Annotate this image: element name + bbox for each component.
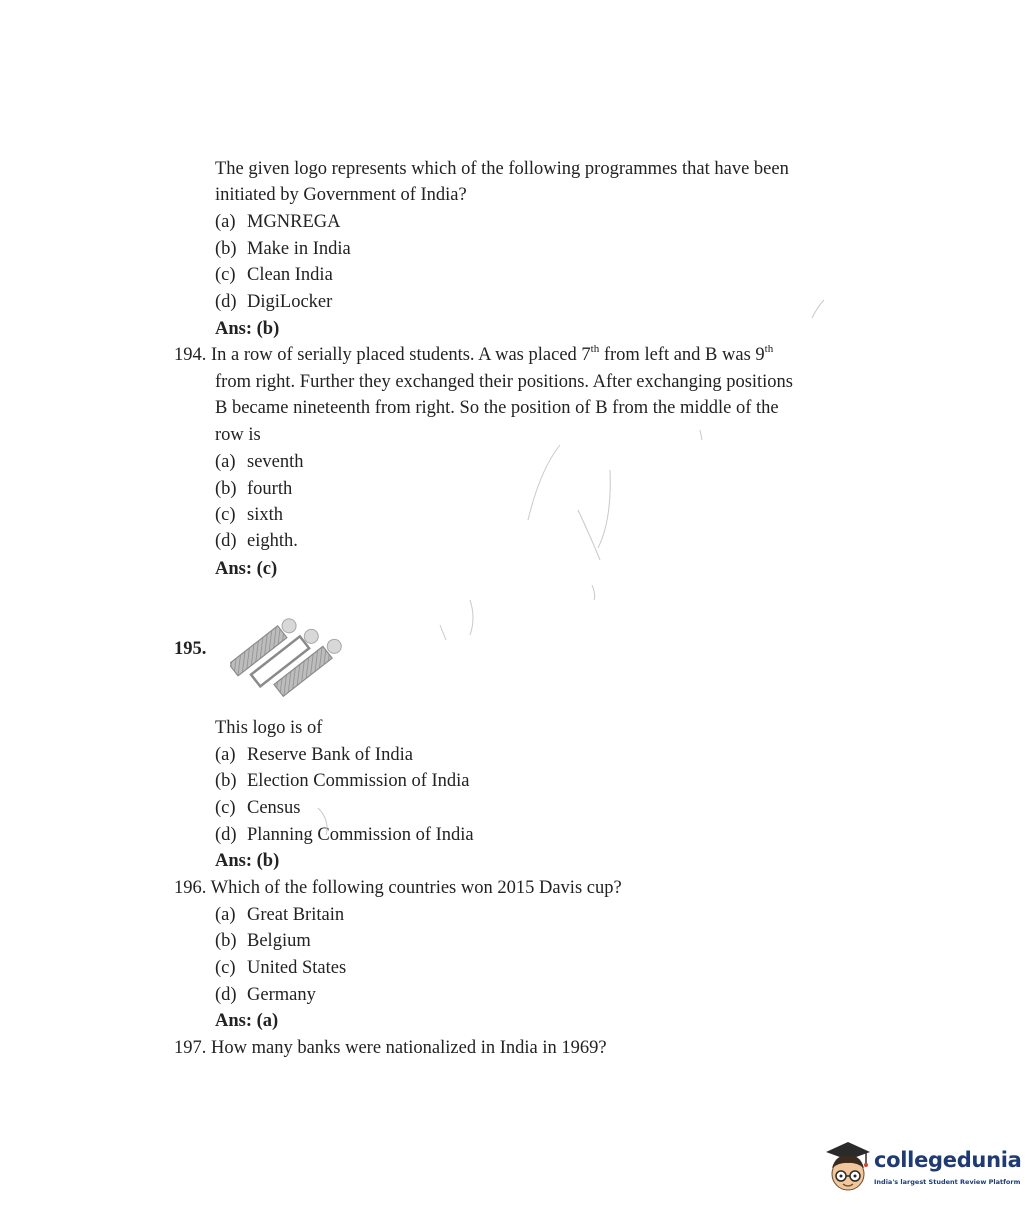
option-text: Belgium	[247, 931, 311, 951]
q194-sup2: th	[764, 343, 774, 355]
option-label: (a)	[215, 212, 236, 232]
option-text: eighth.	[247, 531, 298, 551]
q193-answer: Ans: (b)	[215, 319, 280, 339]
q194-answer: Ans: (c)	[215, 559, 278, 579]
option-label: (a)	[215, 905, 236, 925]
collegedunia-brand	[822, 1138, 1022, 1200]
option-label: (c)	[215, 505, 236, 525]
option-text: MGNREGA	[247, 212, 341, 232]
option-label: (b)	[215, 479, 237, 499]
option-text: Reserve Bank of India	[247, 745, 413, 765]
q194-line2: from right. Further they exchanged their positions. After exchanging positions	[215, 372, 794, 392]
option-label: (c)	[215, 798, 236, 818]
brand-name: collegedunia	[874, 1148, 1022, 1172]
q196-answer: Ans: (a)	[215, 1011, 279, 1031]
option-text: United States	[247, 958, 347, 978]
q196-stem: Which of the following countries won 2015 Davis cup?	[210, 878, 622, 898]
q197-stem: How many banks were nationalized in India in 1969?	[211, 1038, 607, 1058]
option-text: fourth	[247, 479, 293, 499]
q194-sup1: th	[590, 343, 600, 355]
option-label: (a)	[215, 452, 236, 472]
q194-line3: B became nineteenth from right. So the position of B from the middle of the	[215, 398, 779, 418]
q195-number: 195.	[174, 639, 207, 659]
option-label: (b)	[215, 239, 237, 259]
q193-stem-line2: initiated by Government of India?	[215, 185, 467, 205]
option-label: (d)	[215, 292, 237, 312]
mascot-icon	[822, 1138, 874, 1200]
option-label: (b)	[215, 931, 237, 951]
q197-number: 197.	[174, 1038, 207, 1058]
q195-answer: Ans: (b)	[215, 851, 280, 871]
option-text: Clean India	[247, 265, 333, 285]
option-label: (d)	[215, 985, 237, 1005]
option-text: Planning Commission of India	[247, 825, 474, 845]
option-label: (d)	[215, 825, 237, 845]
option-text: Election Commission of India	[247, 771, 470, 791]
option-text: DigiLocker	[247, 292, 333, 312]
option-label: (d)	[215, 531, 237, 551]
option-text: seventh	[247, 452, 304, 472]
option-label: (b)	[215, 771, 237, 791]
option-text: Great Britain	[247, 905, 345, 925]
q195-stem: This logo is of	[215, 718, 323, 738]
q194-text-b: from left and B was 9	[599, 345, 765, 365]
option-text: Germany	[247, 985, 316, 1005]
brand-tagline: India's largest Student Review Platform	[874, 1178, 1021, 1186]
option-text: Census	[247, 798, 301, 818]
option-text: sixth	[247, 505, 283, 525]
q194-line4: row is	[215, 425, 261, 445]
q194-number: 194.	[174, 345, 207, 365]
q194-text-a: In a row of serially placed students. A was placed 7	[211, 345, 591, 365]
q193-stem-line1: The given logo represents which of the following programmes that have been	[215, 159, 789, 179]
option-text: Make in India	[247, 239, 351, 259]
q196-number: 196.	[174, 878, 207, 898]
option-label: (c)	[215, 265, 236, 285]
option-label: (a)	[215, 745, 236, 765]
option-label: (c)	[215, 958, 236, 978]
